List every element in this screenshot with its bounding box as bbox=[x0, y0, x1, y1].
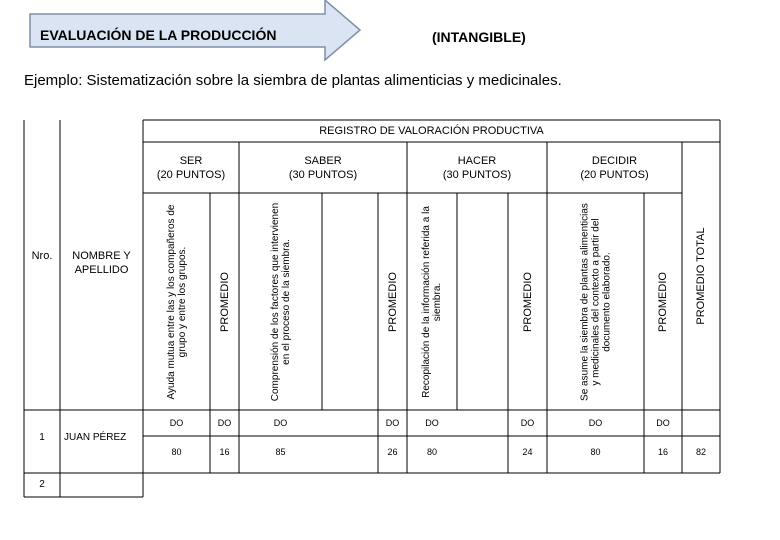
promedio-saber-label: PROMEDIO bbox=[386, 271, 399, 332]
row-1-saber-do: DO bbox=[273, 418, 288, 428]
row-1-decidir-score: 80 bbox=[590, 447, 601, 457]
criterion-decidir-cell bbox=[547, 193, 644, 410]
criterion-saber-cell bbox=[239, 193, 322, 410]
page-subtitle: Ejemplo: Sistematización sobre la siembra de plantas alimenticias y medicinales. bbox=[24, 72, 562, 89]
row-1-saber-prom-do: DO bbox=[385, 418, 400, 428]
row-1-decidir-prom-score: 16 bbox=[657, 447, 668, 457]
row-1-ser-do: DO bbox=[169, 418, 184, 428]
row-1-hacer-prom-score: 24 bbox=[522, 447, 533, 457]
criterion-ser: Ayuda mutua entre las y los compañeros de grupo y entre los grupos. bbox=[165, 204, 188, 399]
promedio-decidir-label: PROMEDIO bbox=[656, 271, 669, 332]
row-1-number: 1 bbox=[39, 432, 45, 443]
promedio-decidir-cell bbox=[644, 193, 682, 410]
row-1-saber-prom-score: 26 bbox=[387, 447, 398, 457]
group-hacer-header: HACER (30 PUNTOS) bbox=[442, 155, 512, 181]
criterion-hacer: Recopilación de la información referida a la siembra. bbox=[421, 205, 443, 398]
row-2-number: 2 bbox=[39, 479, 45, 490]
group-saber-header: SABER (30 PUNTOS) bbox=[288, 155, 358, 181]
row-1-hacer-score: 80 bbox=[426, 447, 437, 457]
row-1-hacer-prom-do: DO bbox=[520, 418, 535, 428]
promedio-ser-label: PROMEDIO bbox=[218, 271, 231, 332]
row-1-ser-prom-do: DO bbox=[217, 418, 232, 428]
criterion-ser-cell bbox=[143, 193, 210, 410]
criterion-hacer-cell bbox=[407, 193, 457, 410]
promedio-ser-cell bbox=[210, 193, 239, 410]
row-1-hacer-do: DO bbox=[425, 418, 439, 428]
criterion-decidir: Se asume la siembra de plantas alimenticias y medicinales del contexto a partir del documento elaborado. bbox=[579, 202, 612, 401]
row-1-total-score: 82 bbox=[695, 447, 706, 457]
row-1-ser-score: 80 bbox=[171, 447, 182, 457]
promedio-total-cell bbox=[682, 142, 720, 410]
promedio-total-label: PROMEDIO TOTAL bbox=[694, 227, 707, 325]
col-number-header: Nro. bbox=[31, 250, 53, 262]
row-1-decidir-do: DO bbox=[588, 418, 603, 428]
intangible-tag: (INTANGIBLE) bbox=[432, 29, 526, 45]
row-1-ser-prom-score: 16 bbox=[219, 447, 230, 457]
row-1-name: JUAN PÉREZ bbox=[64, 432, 127, 443]
promedio-hacer-cell bbox=[508, 193, 547, 410]
criterion-saber: Comprensión de los factores que intervienen en el proceso de la siembra. bbox=[269, 202, 292, 401]
group-ser-header: SER (20 PUNTOS) bbox=[156, 155, 226, 181]
promedio-hacer-label: PROMEDIO bbox=[521, 271, 534, 332]
col-name-header: NOMBRE Y APELLIDO bbox=[72, 250, 131, 276]
promedio-saber-cell bbox=[378, 193, 407, 410]
group-decidir-header: DECIDIR (20 PUNTOS) bbox=[580, 155, 649, 181]
row-1-saber-score: 85 bbox=[275, 447, 286, 457]
row-1-decidir-prom-do: DO bbox=[656, 418, 670, 428]
page-title: EVALUACIÓN DE LA PRODUCCIÓN bbox=[40, 27, 277, 43]
table-caption: REGISTRO DE VALORACIÓN PRODUCTIVA bbox=[319, 125, 544, 137]
